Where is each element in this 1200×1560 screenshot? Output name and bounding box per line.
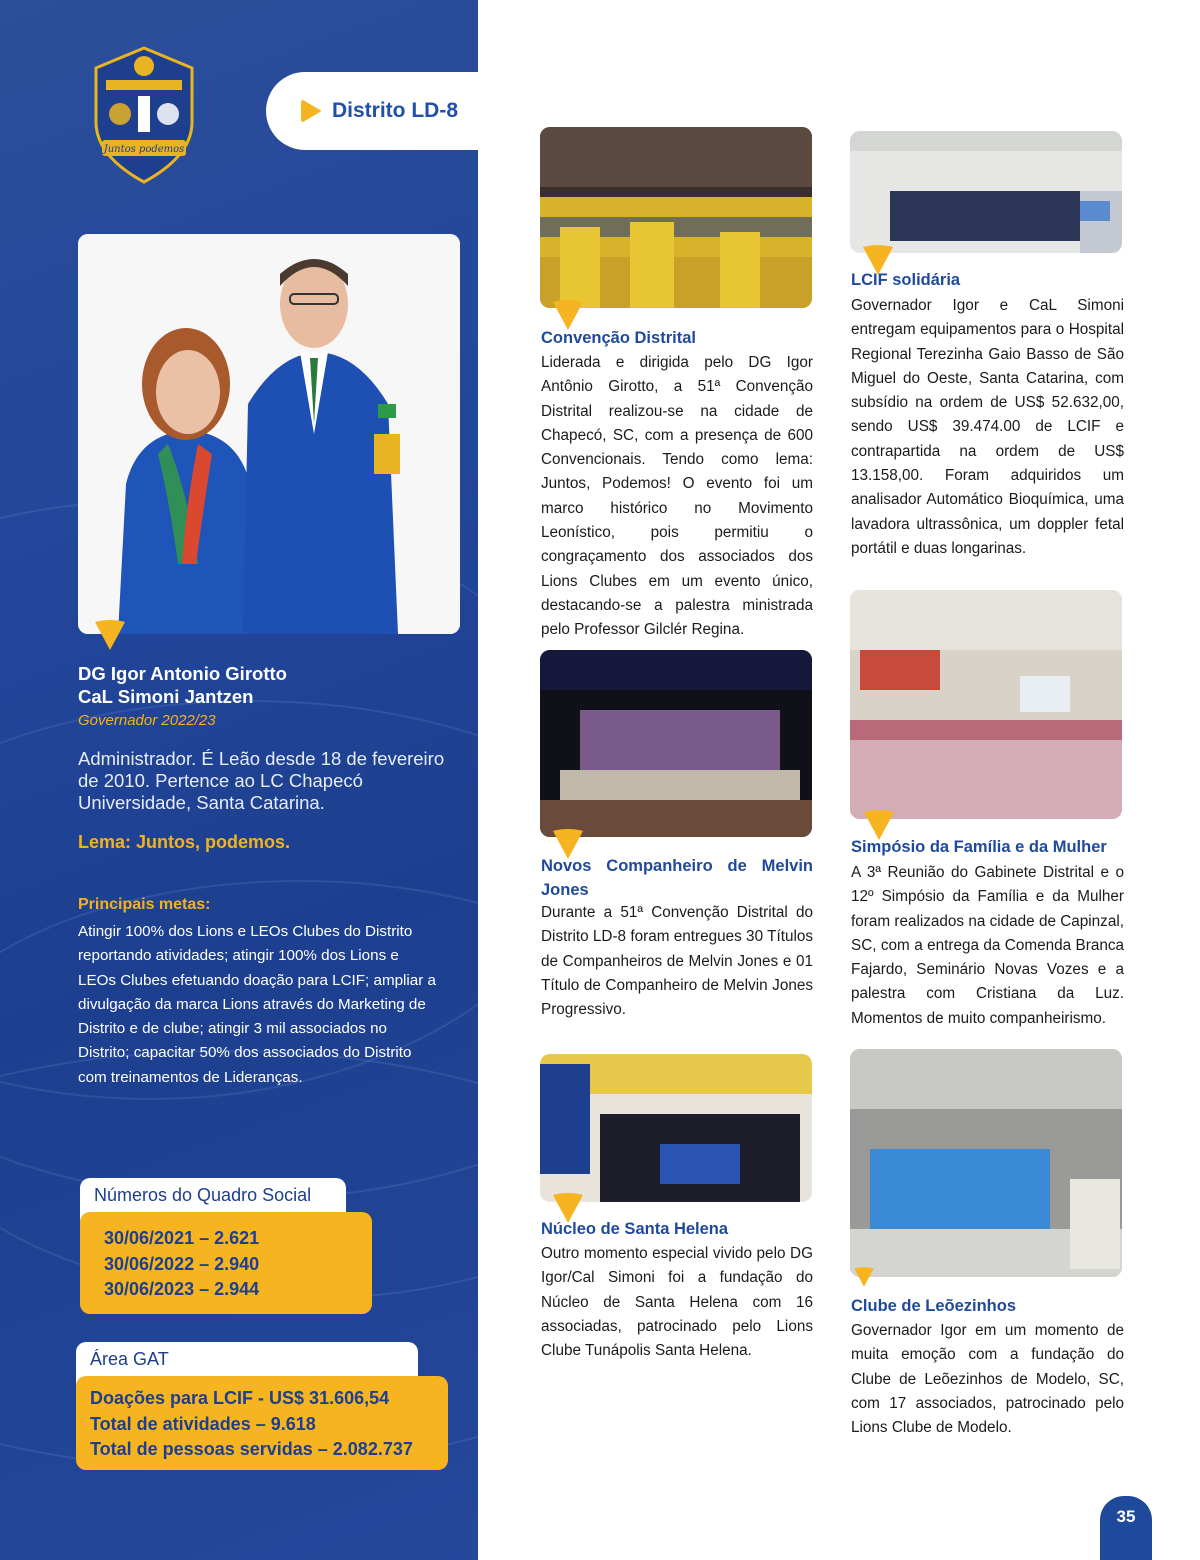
gat-row: Total de atividades – 9.618	[90, 1413, 316, 1434]
governor-motto: Lema: Juntos, podemos.	[78, 832, 291, 852]
nucleo-text: Outro momento especial vivido pelo DG Igor/Cal Simoni foi a fundação do Núcleo de Santa Helena com 16 associadas, patrocinado pelo Lions Clube Tunápolis Santa Helena.	[541, 1245, 813, 1360]
yellow-pin-icon	[862, 808, 896, 842]
symposium-heading: Simpósio da Família e da Mulher	[851, 838, 1107, 856]
membership-row: 30/06/2023 – 2.944	[104, 1279, 260, 1299]
gat-box	[76, 1376, 448, 1470]
melvin-jones-heading: Novos Companheiro de Melvin Jones	[541, 857, 813, 899]
district-tab	[266, 72, 478, 150]
lcif-text: Governador Igor e CaL Simoni entregam equipamentos para o Hospital Regional Terezinha Gaio Basso de São Miguel do Oeste, Santa Catarina, com subsídio na ordem de US$ 52.632,00, sendo US$ 39.474.00 de LCIF e contrapartida na ordem de US$ 13.158,00. Foram adquiridos um analisador Automático Bioquímica, uma lavadora ultrassônica, um doppler fetal portátil e duas longarinas.	[851, 297, 1124, 557]
svg-text:Juntos podemos: Juntos podemos	[103, 144, 185, 155]
leoezinhos-photo	[850, 1049, 1122, 1277]
lcif-photo	[850, 131, 1122, 253]
governor-names	[78, 662, 458, 729]
page-number: 35	[1100, 1496, 1152, 1560]
convention-photo	[540, 127, 812, 308]
gat-row: Total de pessoas servidas – 2.082.737	[90, 1439, 413, 1459]
goals-text: Atingir 100% dos Lions e LEOs Clubes do Distrito reportando atividades; atingir 100% dos Lions e LEOs Clubes efetuando doação para LCIF; ampliar a divulgação da marca Lions através do Marketing de Distrito e de clube; atingir 3 mil associados no Distrito; capacitar 50% dos associados do Distrito com treinamentos de Lideranças.	[78, 923, 436, 1086]
goals-heading: Principais metas:	[78, 896, 211, 913]
governor-role: Governador 2022/23	[78, 712, 216, 729]
nucleo-heading: Núcleo de Santa Helena	[541, 1220, 729, 1238]
gat-title: Área GAT	[76, 1342, 418, 1386]
district-seal-logo	[88, 44, 200, 186]
district-label: Distrito LD-8	[332, 99, 458, 122]
convention-text: Liderada e dirigida pelo DG Igor Antônio Girotto, a 51ª Convenção Distrital realizou-se na cidade de Chapecó, SC, com a presença de 600 Convencionais. Tendo como lema: Juntos, Podemos! O evento foi um marco histórico no Movimento Leonístico, pois permitiu o congraçamento dos associados dos Lions Clubes em um evento único, destacando-se a palestra ministrada pelo Professor Gilclér Regina.	[541, 354, 813, 639]
governor-bio: Administrador. É Leão desde 18 de fevereiro de 2010. Pertence ao LC Chapecó Universidade, Santa Catarina.	[78, 748, 445, 813]
nucleo-photo	[540, 1054, 812, 1202]
spouse-name: CaL Simoni Jantzen	[78, 686, 254, 707]
leoezinhos-text: Governador Igor em um momento de muita emoção com a fundação do Clube de Leõezinhos de Modelo, SC, com 17 associados, patrocinado pelo Lions Clube de Modelo.	[851, 1322, 1124, 1437]
symposium-photo	[850, 590, 1122, 819]
membership-box	[80, 1212, 372, 1314]
membership-row: 30/06/2022 – 2.940	[104, 1253, 260, 1274]
sidebar-panel	[0, 0, 478, 1560]
symposium-text: A 3ª Reunião do Gabinete Distrital e o 12º Simpósio da Família e da Mulher foram realizados na cidade de Capinzal, SC, com a entrega da Comenda Branca Fajardo, Seminário Novas Vozes e a palestra com Cristiana da Luz. Momentos de muito companheirismo.	[851, 864, 1124, 1027]
lcif-heading: LCIF solidária	[851, 271, 961, 289]
convention-heading: Convenção Distrital	[541, 329, 696, 347]
melvin-jones-photo	[540, 650, 812, 837]
gat-row: Doações para LCIF - US$ 31.606,54	[90, 1388, 390, 1408]
governor-name: DG Igor Antonio Girotto	[78, 663, 287, 684]
governor-couple-photo	[78, 234, 460, 634]
membership-title: Números do Quadro Social	[80, 1178, 346, 1222]
yellow-pin-icon	[853, 1264, 875, 1290]
yellow-pin-icon	[551, 298, 585, 332]
play-arrow-icon	[300, 98, 322, 124]
yellow-pin-icon	[93, 618, 127, 652]
melvin-jones-text: Durante a 51ª Convenção Distrital do Distrito LD-8 foram entregues 30 Títulos de Companheiros de Melvin Jones e 01 Título de Companheiro de Melvin Jones Progressivo.	[541, 904, 813, 1019]
membership-row: 30/06/2021 – 2.621	[104, 1228, 260, 1248]
leoezinhos-heading: Clube de Leõezinhos	[851, 1297, 1017, 1315]
